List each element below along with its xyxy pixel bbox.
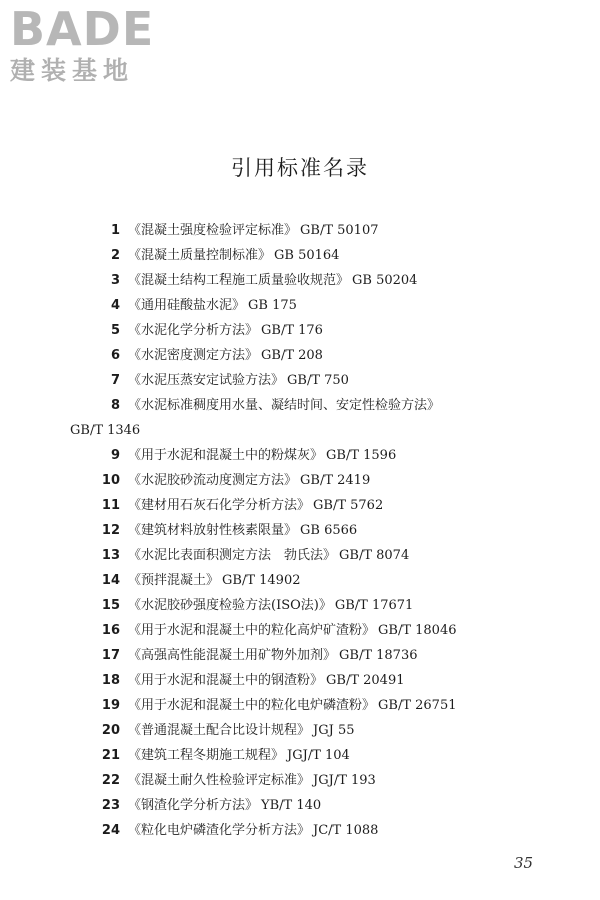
reference-number: 12 [101,523,120,538]
reference-number: 2 [110,248,120,263]
reference-number: 7 [110,373,120,388]
brand-logo [10,4,175,86]
reference-code: GB/T 2419 [300,473,371,488]
reference-number: 20 [101,723,120,738]
reference-title: 《水泥化学分析方法》 [128,323,259,338]
reference-item [0,768,600,793]
reference-title: 《混凝土结构工程施工质量验收规范》 [128,273,350,288]
reference-title: 《水泥密度测定方法》 [128,348,259,363]
reference-list [0,218,600,843]
reference-number: 23 [101,798,120,813]
reference-title: 《粒化电炉磷渣化学分析方法》 [128,823,311,838]
reference-title: 《混凝土强度检验评定标准》 [128,223,298,238]
reference-code: GB/T 26751 [378,698,457,713]
reference-item [0,393,600,443]
reference-code: GB/T 14902 [222,573,301,588]
reference-title: 《建筑工程冬期施工规程》 [128,748,285,763]
reference-title: 《用于水泥和混凝土中的粉煤灰》 [128,448,324,463]
reference-number: 22 [101,773,120,788]
reference-number: 24 [101,823,120,838]
reference-item [0,268,600,293]
reference-code: GB 50164 [274,248,340,263]
reference-item [0,818,600,843]
reference-code: GB/T 18736 [339,648,418,663]
reference-code: GB 175 [248,298,297,313]
reference-item [0,718,600,743]
reference-item [0,543,600,568]
reference-title: 《高强高性能混凝土用矿物外加剂》 [128,648,337,663]
reference-item [0,668,600,693]
reference-item [0,243,600,268]
reference-code: JGJ/T 104 [287,748,350,763]
reference-item [0,218,600,243]
reference-item [0,593,600,618]
reference-number: 16 [101,623,120,638]
reference-item [0,693,600,718]
reference-code: GB/T 1596 [326,448,397,463]
reference-number: 6 [110,348,120,363]
reference-code: GB/T 20491 [326,673,405,688]
reference-code: YB/T 140 [261,798,322,813]
reference-number: 11 [101,498,120,513]
reference-number: 3 [110,273,120,288]
reference-item [0,343,600,368]
reference-code: GB/T 176 [261,323,323,338]
reference-title: 《建筑材料放射性核素限量》 [128,523,298,538]
reference-title: 《用于水泥和混凝土中的粒化高炉矿渣粉》 [128,623,376,638]
reference-title: 《水泥压蒸安定试验方法》 [128,373,285,388]
reference-title: 《钢渣化学分析方法》 [128,798,259,813]
reference-code: GB/T 8074 [339,548,410,563]
reference-number: 10 [101,473,120,488]
reference-code: GB/T 1346 [70,423,141,438]
reference-number: 17 [101,648,120,663]
reference-code: JGJ 55 [313,723,355,738]
reference-number: 4 [110,298,120,313]
reference-title: 《水泥胶砂流动度测定方法》 [128,473,298,488]
reference-item [0,443,600,468]
reference-code: JC/T 1088 [313,823,379,838]
reference-title: 《建材用石灰石化学分析方法》 [128,498,311,513]
reference-code: GB/T 17671 [334,598,414,613]
reference-title: 《水泥标准稠度用水量、凝结时间、安定性检验方法》 [128,398,441,413]
reference-number: 13 [101,548,120,563]
reference-title: 《用于水泥和混凝土中的粒化电炉磷渣粉》 [128,698,376,713]
reference-number: 5 [110,323,120,338]
reference-title: 《用于水泥和混凝土中的钢渣粉》 [128,673,324,688]
reference-number: 14 [101,573,120,588]
reference-item [0,468,600,493]
reference-code: GB 6566 [300,523,358,538]
page-number: 35 [514,854,534,872]
reference-item [0,643,600,668]
reference-number: 9 [110,448,120,463]
reference-code: GB/T 750 [287,373,349,388]
reference-item [0,568,600,593]
reference-title: 《普通混凝土配合比设计规程》 [128,723,311,738]
reference-number: 21 [101,748,120,763]
reference-title: 《预拌混凝土》 [128,573,220,588]
reference-item [0,618,600,643]
reference-code: GB 50204 [352,273,418,288]
reference-number: 18 [101,673,120,688]
reference-code: GB/T 208 [261,348,323,363]
reference-item [0,743,600,768]
logo-mark: BADE [10,2,155,56]
reference-item [0,318,600,343]
page-title: 引用标准名录 [231,156,369,180]
reference-number: 1 [110,223,120,238]
reference-number: 8 [110,398,120,413]
reference-item [0,518,600,543]
reference-title: 《通用硅酸盐水泥》 [128,298,246,313]
reference-item [0,793,600,818]
reference-code: GB/T 50107 [300,223,379,238]
reference-code: GB/T 18046 [378,623,457,638]
reference-number: 19 [101,698,120,713]
reference-code: GB/T 5762 [313,498,384,513]
reference-code: JGJ/T 193 [313,773,376,788]
logo-subtitle: 建装基地 [10,56,135,85]
reference-title: 《混凝土质量控制标准》 [128,248,272,263]
reference-item [0,293,600,318]
reference-number: 15 [101,598,120,613]
reference-title: 《混凝土耐久性检验评定标准》 [128,773,311,788]
reference-title: 《水泥胶砂强度检验方法(ISO法)》 [128,598,332,613]
reference-item [0,493,600,518]
reference-title: 《水泥比表面积测定方法 勃氏法》 [128,548,337,563]
reference-item [0,368,600,393]
